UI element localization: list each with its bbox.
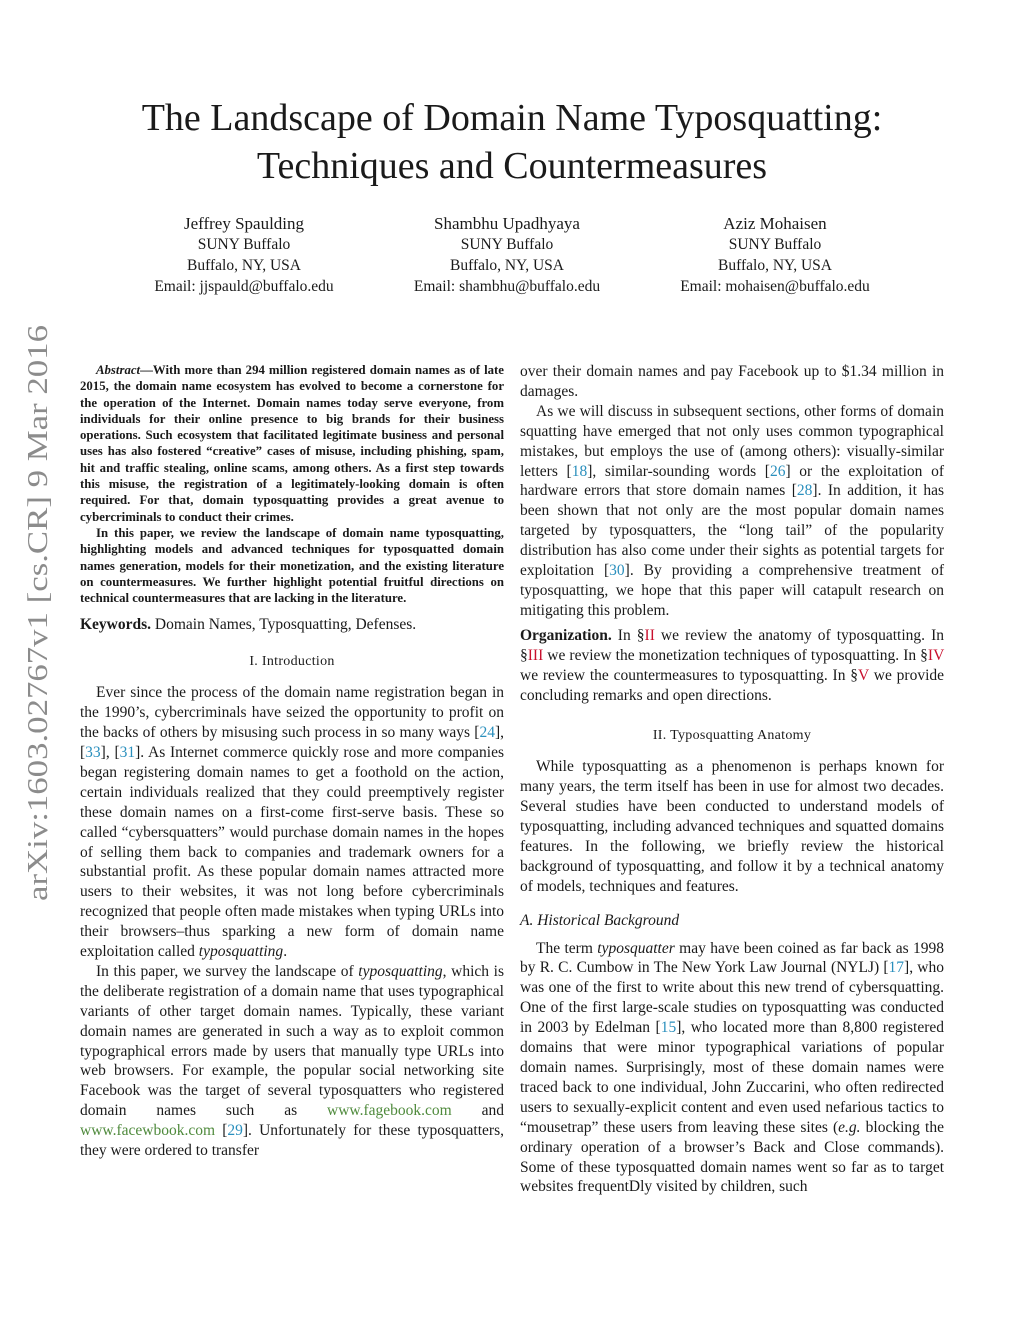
author-name: Aziz Mohaisen (723, 214, 827, 233)
citation-link[interactable]: 28 (796, 482, 813, 500)
author-location: Buffalo, NY, USA (187, 257, 301, 274)
author-location: Buffalo, NY, USA (718, 257, 832, 274)
abstract-paragraph-1: Abstract—With more than 294 million registered domain names as of late 2015, the domain name ecosystem has evolved to become a cornerstone for the operation of the Internet. Domain names today serve everyone, from individuals for their online presence to big brands for their business operations. Such ecosystem that facilitated legitimate business and personal uses has also fostered “creative” cases of misuse, including phishing, spam, hit and traffic stealing, online scams, among others. As a first step towards this misuse, the registration of a legitimately-looking domain is often required. For that, domain typosquatting provides a great avenue to cybercriminals to conduct their crimes. (80, 363, 504, 524)
citation-link[interactable]: 17 (888, 959, 905, 977)
keywords-label: Keywords. (80, 616, 152, 634)
citation-link[interactable]: 15 (660, 1019, 677, 1037)
author-block (80, 213, 944, 298)
author-affiliation: SUNY Buffalo (197, 236, 291, 253)
author-1 (94, 213, 394, 297)
organization-label: Organization. (520, 626, 612, 644)
author-email: Email: mohaisen@buffalo.edu (680, 278, 870, 295)
section-link[interactable]: II (644, 626, 655, 644)
title-line-1: The Landscape of Domain Name Typosquatting: (141, 97, 883, 139)
left-column (80, 362, 504, 1161)
section-heading-anatomy: II. Typosquatting Anatomy (652, 728, 812, 744)
keywords: Keywords. Domain Names, Typosquatting, Defenses. (80, 616, 417, 634)
section-link[interactable]: IV (927, 646, 944, 664)
author-affiliation: SUNY Buffalo (460, 236, 554, 253)
paper-title (80, 94, 944, 190)
author-3 (625, 213, 925, 297)
author-location: Buffalo, NY, USA (450, 257, 564, 274)
arxiv-identifier: arXiv:1603.02767v1 [cs.CR] 9 Mar 2016 (22, 420, 54, 901)
citation-link[interactable]: 18 (571, 462, 588, 480)
section-link[interactable]: V (858, 666, 869, 684)
arxiv-stamp (16, 322, 58, 904)
author-2 (357, 213, 657, 297)
citation-link[interactable]: 24 (479, 724, 495, 742)
abstract-label: Abstract (96, 363, 141, 377)
intro-paragraph-2: In this paper, we survey the landscape of typosquatting, which is the deliberate registration of a domain name that uses typographical variants of other target domain names. Typically, these variant domain names are generated in such a way as to exploit common typographical errors made by users that manually type URLs into web browsers. For example, the popular social networking site Facebook was the target of several typosquatters who registered domain names such as www.fagebook.com and www.facewbook.com [29]. Unfortunately for these typosquatters, they were ordered to transfer (80, 962, 504, 1160)
subsection-heading-historical: A. Historical Background (520, 911, 680, 929)
url-link[interactable]: www.fagebook.com (327, 1102, 452, 1120)
citation-link[interactable]: 30 (609, 562, 625, 580)
title-line-2: Techniques and Countermeasures (256, 145, 768, 187)
citation-link[interactable]: 29 (227, 1122, 243, 1140)
author-name: Jeffrey Spaulding (183, 214, 305, 233)
section-link[interactable]: III (527, 646, 544, 664)
organization-paragraph: Organization. In §II we review the anatomy of typosquatting. In §III we review the monetization techniques of typosquatting. In §IV we review the countermeasures to typosquatting. In §V we provide concluding remarks and open directions. (520, 626, 945, 704)
author-email: Email: jjspauld@buffalo.edu (154, 278, 334, 295)
citation-link[interactable]: 26 (769, 462, 786, 480)
intro-continuation: over their domain names and pay Facebook up to $1.34 million in damages. (520, 363, 944, 400)
citation-link[interactable]: 31 (119, 743, 136, 761)
section-heading-introduction: I. Introduction (249, 654, 335, 670)
anatomy-paragraph-1: While typosquatting as a phenomenon is perhaps known for many years, the term itself has been in use for almost two decades. Several studies have been conducted to understand models of typosquatting, including advanced techniques and squatted domains features. In the following, we briefly review the historical background of typosquatting, and follow it by a technical anatomy of models, techniques and features. (520, 758, 944, 895)
abstract (80, 362, 504, 606)
right-column (520, 362, 944, 1197)
url-link[interactable]: www.facewbook.com (80, 1122, 216, 1140)
abstract-paragraph-2: In this paper, we review the landscape of domain name typosquatting, highlighting models and advanced techniques for typosquatted domain names generation, models for their monetization, and the existing literature on countermeasures. We further highlight potential fruitful directions on technical countermeasures that are lacking in the literature. (80, 525, 504, 606)
citation-link[interactable]: 33 (85, 743, 101, 761)
author-affiliation: SUNY Buffalo (728, 236, 822, 253)
intro-paragraph-3: As we will discuss in subsequent sections, other forms of domain squatting have emerged that not only uses common typographical mistakes, but employs the use of (among others): visually-similar letters [18], similar-sounding words [26] or the exploitation of hardware errors that store domain names [28]. In addition, it has been shown that not only are the most popular domain names targeted by typosquatters, the “long tail” of the popularity distribution has also come under their sights as potential targets for exploitation [30]. By providing a comprehensive treatment of typosquatting, we hope that this paper will catapult research on mitigating this problem. (520, 402, 944, 619)
author-name: Shambhu Upadhyaya (434, 214, 580, 233)
historical-paragraph: The term typosquatter may have been coined as far back as 1998 by R. C. Cumbow in The New York Law Journal (NYLJ) [17], who was one of the first to write about this new trend of cybersquatting. One of the first large-scale studies on typosquatting was conducted in 2003 by Edelman [15], who located more than 8,800 registered domains that were minor typographical variations of popular domain names. Surprisingly, most of these domain names were traced back to one individual, John Zuccarini, who often redirected users to sexually-explicit content and even used nefarious tactics to “mousetrap” these users from leaving these sites (e.g. blocking the ordinary operation of a browser’s Back and Close commands). Some of these typosquatted domain names went so far as to target websites frequentDly visited by children, such (520, 939, 944, 1196)
author-email: Email: shambhu@buffalo.edu (413, 278, 601, 295)
intro-paragraph-1: Ever since the process of the domain name registration began in the 1990’s, cybercriminals have seized the opportunity to profit on the backs of others by misusing such process in so many ways [24], [33], [31]. As Internet commerce quickly rose and more companies began registering domain names to get a foothold on the action, certain individuals realized that they could preemptively register these domain names on a first-come first-serve basis. These so called “cybersquatters” would purchase domain names in the hopes of selling them back to companies and trademark owners for a substantial profit. As these popular domain names attracted more users to their websites, it was not long before cybercriminals recognized that people often made mistakes when typing URLs into their browsers–thus sparking a new form of domain name exploitation called typosquatting. (80, 684, 504, 961)
